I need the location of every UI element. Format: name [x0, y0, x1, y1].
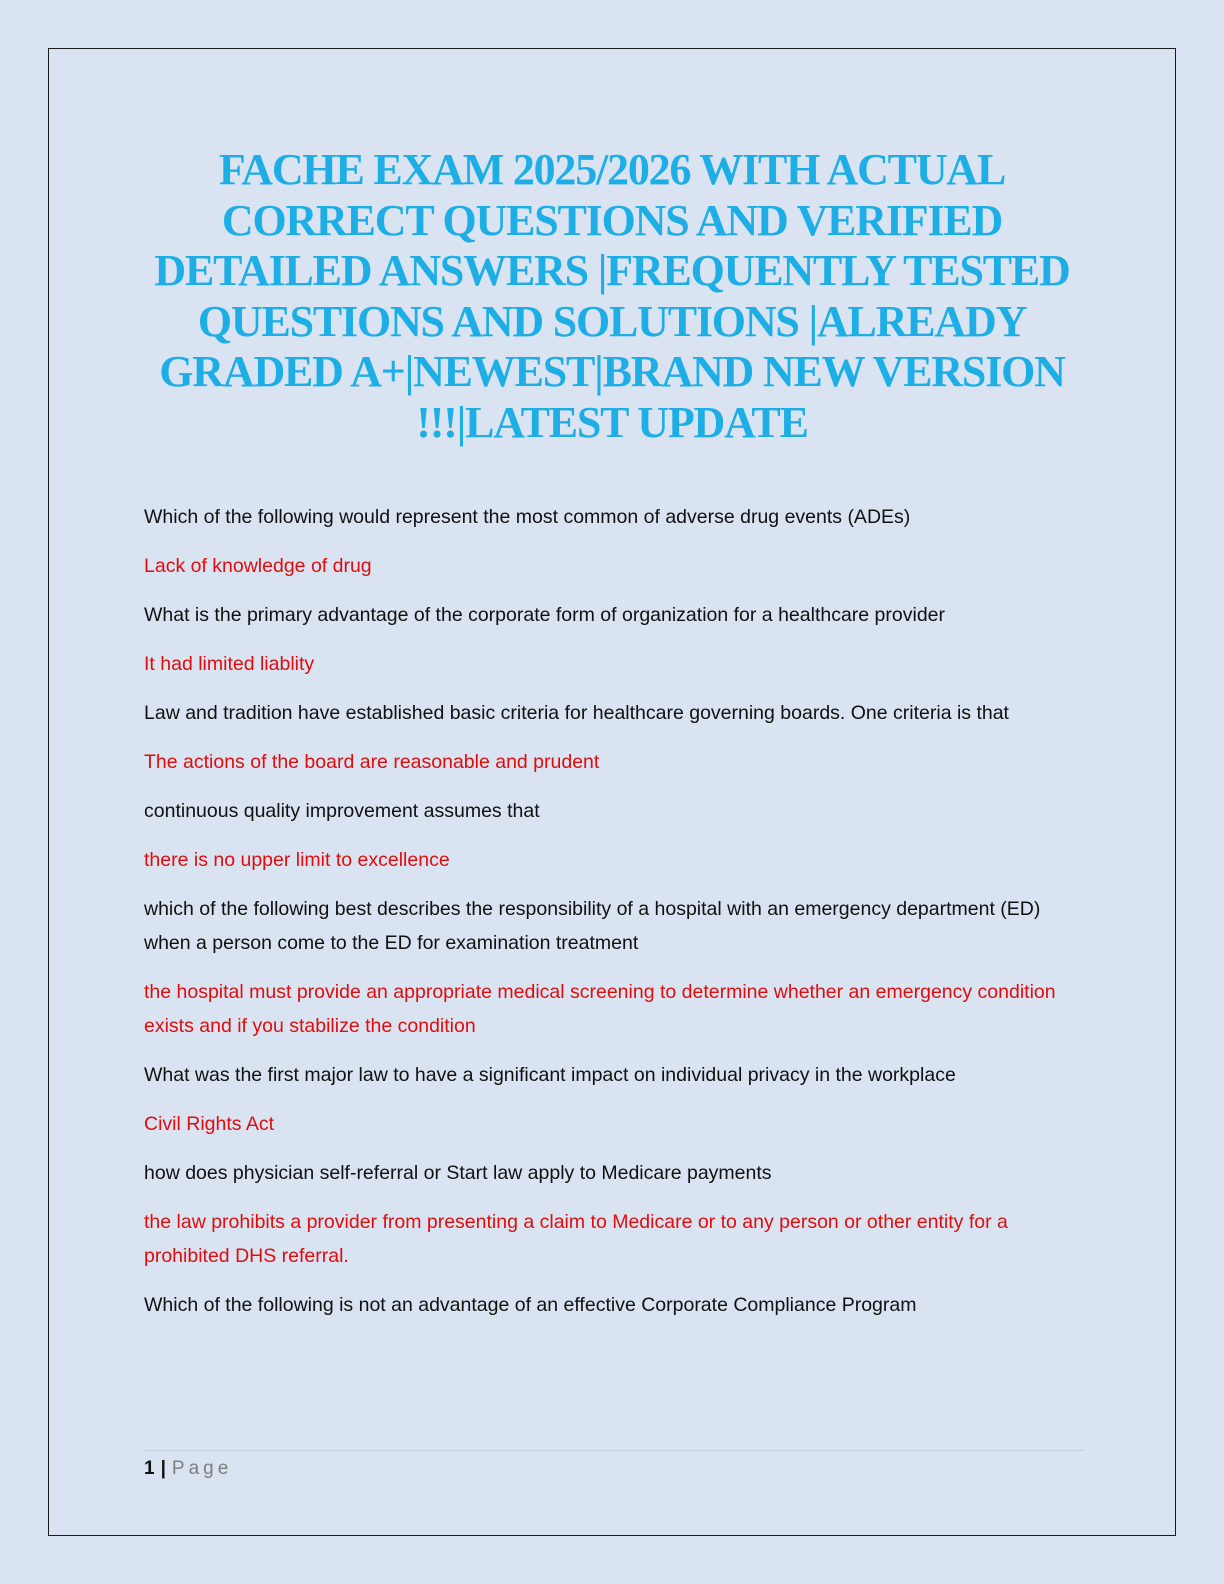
answer-text: The actions of the board are reasonable and prudent — [144, 751, 600, 773]
answer-text: Civil Rights Act — [144, 1113, 275, 1135]
question-text: Law and tradition have established basic criteria for healthcare governing boards. One criteria is that — [144, 702, 1009, 724]
question-text: which of the following best describes the responsibility of a hospital with an emergency department (ED) when a person come to the ED for examination treatment — [144, 898, 1041, 954]
footer-divider — [144, 1450, 1084, 1451]
answer-text: there is no upper limit to excellence — [144, 849, 450, 871]
answer-text: It had limited liablity — [144, 653, 315, 675]
answer-text: the law prohibits a provider from presenting a claim to Medicare or to any person or other entity for a prohibited DHS referral. — [144, 1211, 1008, 1267]
question-text: continuous quality improvement assumes that — [144, 800, 540, 822]
qa-list — [144, 500, 1084, 1337]
question-text: What was the first major law to have a significant impact on individual privacy in the workplace — [144, 1064, 956, 1086]
page-label: Page — [171, 1458, 233, 1479]
document-title: FACHE EXAM 2025/2026 WITH ACTUAL CORRECT QUESTIONS AND VERIFIED DETAILED ANSWERS |FREQUENTLY TESTED QUESTIONS AND SOLUTIONS |ALREADY GRADED A+|NEWEST|BRAND NEW VERSION !!!|LATEST UPDATE — [154, 145, 1070, 447]
footer-separator: | — [160, 1458, 166, 1479]
question-text: Which of the following would represent the most common of adverse drug events (ADEs) — [144, 506, 911, 528]
question-text: Which of the following is not an advantage of an effective Corporate Compliance Program — [144, 1294, 917, 1316]
page-number: 1 — [144, 1458, 155, 1479]
answer-text: Lack of knowledge of drug — [144, 555, 372, 577]
question-text: how does physician self-referral or Start law apply to Medicare payments — [144, 1162, 772, 1184]
page-footer — [144, 1458, 232, 1480]
answer-text: the hospital must provide an appropriate medical screening to determine whether an emergency condition exists and if you stabilize the condition — [144, 981, 1056, 1037]
question-text: What is the primary advantage of the corporate form of organization for a healthcare provider — [144, 604, 946, 626]
